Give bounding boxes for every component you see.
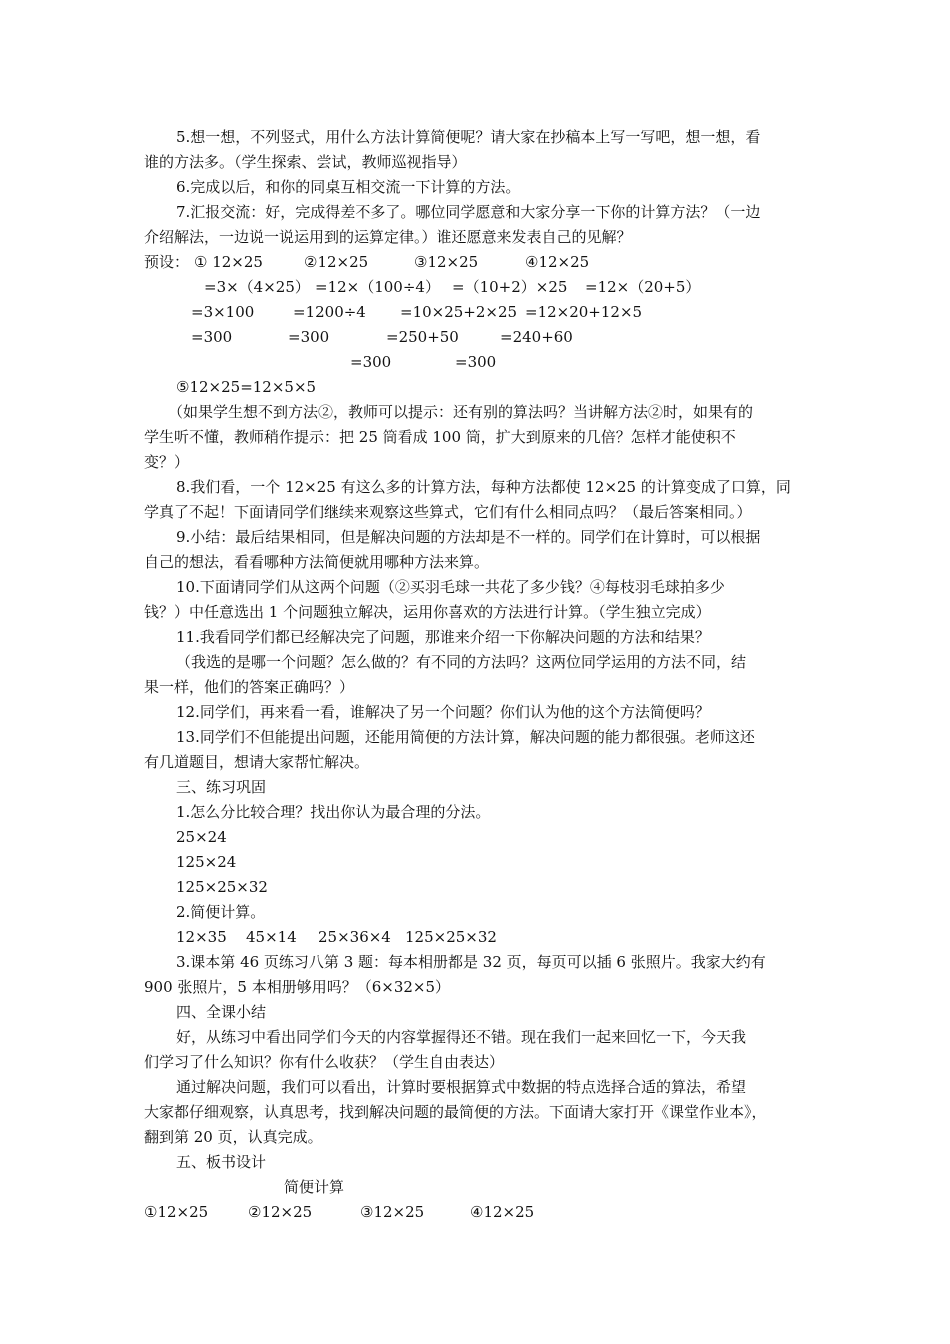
board-title: 简便计算 xyxy=(284,1178,345,1196)
calc-method-2-line-4: =300 xyxy=(288,328,330,346)
paragraph-5: 5.想一想，不列竖式，用什么方法计算简便呢？请大家在抄稿本上写一写吧，想一想，看 谁的方法多。（学生探索、尝试，教师巡视指导） xyxy=(144,128,761,171)
board-item: ②12×25 xyxy=(248,1203,313,1221)
calc-method-3-line-3: =10×25+2×25 xyxy=(400,303,518,321)
exercise-2-item: 12×35 xyxy=(176,928,227,946)
calc-method-1-line-4: =300 xyxy=(191,328,233,346)
exercise-2-item: 125×25×32 xyxy=(405,928,497,946)
section-heading-board-design: 五、板书设计 xyxy=(176,1153,267,1171)
calc-method-4-line-1: ④12×25 xyxy=(525,253,590,271)
calc-method-1-line-2: =3×（4×25） xyxy=(204,278,310,296)
summary-paragraph-2: 通过解决问题，我们可以看出，计算时要根据算式中数据的特点选择合适的算法，希望 大家都仔细观察，认真思考，找到解决问题的最简便的方法。下面请大家打开《课堂作业本》， 翻到第 20 页，认真完成。 xyxy=(144,1078,767,1146)
paragraph-12: 12.同学们，再来看一看，谁解决了另一个问题？你们认为他的这个方法简便吗？ xyxy=(176,703,710,721)
calc-method-4-line-2: =12×（20+5） xyxy=(585,278,701,296)
exercise-2-item: 45×14 xyxy=(246,928,297,946)
board-item: ①12×25 xyxy=(144,1203,209,1221)
teacher-hint: （如果学生想不到方法②，教师可以提示：还有别的算法吗？当讲解方法②时，如果有的 学生听不懂，教师稍作提示：把 25 筒看成 100 筒，扩大到原来的几倍？怎样才能使积不 变？） xyxy=(144,403,754,471)
paragraph-10: 10.下面请同学们从这两个问题（②买羽毛球一共花了多少钱？④每枝羽毛球拍多少 钱？）中任意选出 1 个问题独立解决，运用你喜欢的方法进行计算。（学生独立完成） xyxy=(144,578,725,621)
calc-method-3-line-2: =（10+2）×25 xyxy=(452,278,568,296)
paragraph-6: 6.完成以后，和你的同桌互相交流一下计算的方法。 xyxy=(176,178,521,196)
paragraph-8: 8.我们看，一个 12×25 有这么多的计算方法，每种方法都使 12×25 的计算变成了口算，同 学真了不起！下面请同学们继续来观察这些算式，它们有什么相同点吗？（最后答案相同。） xyxy=(144,478,791,521)
calc-method-2-line-3: =1200÷4 xyxy=(293,303,366,321)
exercise-1: 1.怎么分比较合理？找出你认为最合理的分法。 xyxy=(176,803,491,821)
paragraph-13: 13.同学们不但能提出问题，还能用简便的方法计算，解决问题的能力都很强。老师这还 有几道题目，想请大家帮忙解决。 xyxy=(144,728,755,771)
calc-method-2-line-1: ②12×25 xyxy=(304,253,369,271)
exercise-1-item: 125×25×32 xyxy=(176,878,268,896)
calc-method-1-line-1: ① 12×25 xyxy=(194,253,263,271)
calc-method-2-line-2: =12×（100÷4） xyxy=(315,278,440,296)
calc-method-4-line-4: =240+60 xyxy=(500,328,573,346)
paragraph-11-followup: （我选的是哪一个问题？怎么做的？有不同的方法吗？这两位同学运用的方法不同，结 果一样，他们的答案正确吗？） xyxy=(144,653,747,696)
section-heading-practice: 三、练习巩固 xyxy=(176,778,267,796)
section-heading-summary: 四、全课小结 xyxy=(176,1003,267,1021)
calc-method-3-line-1: ③12×25 xyxy=(414,253,479,271)
exercise-2-item: 25×36×4 xyxy=(318,928,391,946)
calc-method-5: ⑤12×25=12×5×5 xyxy=(176,378,317,396)
paragraph-7: 7.汇报交流：好，完成得差不多了。哪位同学愿意和大家分享一下你的计算方法？（一边 介绍解法，一边说一说运用到的运算定律。）谁还愿意来发表自己的见解？ xyxy=(144,203,761,246)
preset-label: 预设： xyxy=(144,253,190,271)
calc-method-4-line-5: =300 xyxy=(455,353,497,371)
paragraph-9: 9.小结：最后结果相同，但是解决问题的方法却是不一样的。同学们在计算时，可以根据 自己的想法，看看哪种方法简便就用哪种方法来算。 xyxy=(144,528,761,571)
calc-method-4-line-3: =12×20+12×5 xyxy=(525,303,643,321)
board-item: ④12×25 xyxy=(470,1203,535,1221)
summary-paragraph-1: 好，从练习中看出同学们今天的内容掌握得还不错。现在我们一起来回忆一下，今天我 们学习了什么知识？你有什么收获？（学生自由表达） xyxy=(144,1028,747,1071)
exercise-1-item: 125×24 xyxy=(176,853,237,871)
calc-method-3-line-4: =250+50 xyxy=(386,328,459,346)
paragraph-11: 11.我看同学们都已经解决完了问题，那谁来介绍一下你解决问题的方法和结果？ xyxy=(176,628,710,646)
calc-method-3-line-5: =300 xyxy=(350,353,392,371)
exercise-3: 3.课本第 46 页练习八第 3 题：每本相册都是 32 页，每页可以插 6 张照片。我家大约有 900 张照片，5 本相册够用吗？（6×32×5） xyxy=(144,953,766,996)
board-item: ③12×25 xyxy=(360,1203,425,1221)
exercise-1-item: 25×24 xyxy=(176,828,227,846)
exercise-2: 2.简便计算。 xyxy=(176,903,266,921)
calc-method-1-line-3: =3×100 xyxy=(191,303,255,321)
